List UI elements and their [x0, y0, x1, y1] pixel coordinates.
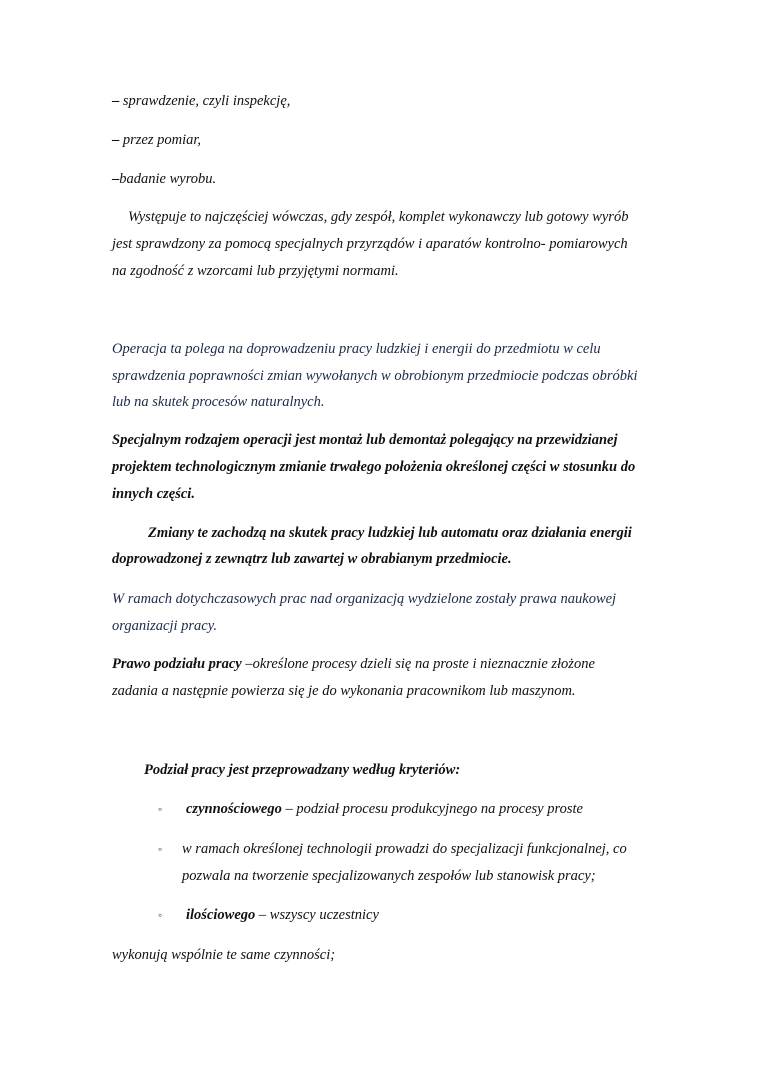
paragraph-line: organizacji pracy.: [112, 618, 217, 634]
bullet-icon: ◦: [158, 842, 163, 856]
list-text: sprawdzenie, czyli inspekcję,: [119, 93, 291, 109]
paragraph-line: sprawdzenia poprawności zmian wywołanych w obrobionym przedmiocie podczas obróbki: [112, 368, 638, 384]
paragraph-line: na zgodność z wzorcami lub przyjętymi normami.: [112, 263, 399, 279]
paragraph-line: jest sprawdzony za pomocą specjalnych przyrządów i aparatów kontrolno- pomiarowych: [112, 236, 628, 252]
paragraph-line: Specjalnym rodzajem operacji jest montaż lub demontaż polegający na przewidzianej: [112, 432, 618, 448]
paragraph-line: lub na skutek procesów naturalnych.: [112, 394, 325, 410]
section-heading: Podział pracy jest przeprowadzany według kryteriów:: [144, 762, 461, 778]
paragraph-line: wykonują wspólnie te same czynności;: [112, 947, 336, 963]
paragraph-line: [112, 655, 595, 673]
dash-marker: –: [112, 132, 120, 148]
paragraph-line: projektem technologicznym zmianie trwałego położenia określonej części w stosunku do: [112, 459, 636, 475]
list-text: przez pomiar,: [119, 132, 202, 148]
intro-list-item: [112, 170, 216, 188]
bullet-term: czynnościowego: [186, 801, 282, 817]
paragraph-line: Operacja ta polega na doprowadzeniu pracy ludzkiej i energii do przedmiotu w celu: [112, 341, 601, 357]
bullet-icon: ◦: [158, 802, 163, 816]
bullet-term: ilościowego: [186, 907, 256, 923]
bullet-item: [186, 906, 379, 924]
bullet-item: [186, 800, 583, 818]
bullet-text: – wszyscy uczestnicy: [255, 907, 379, 923]
term-bold: Prawo podziału pracy: [112, 656, 242, 672]
list-text: badanie wyrobu.: [119, 171, 217, 187]
paragraph-line: Występuje to najczęściej wówczas, gdy zespół, komplet wykonawczy lub gotowy wyrób: [128, 209, 629, 225]
paragraph-line: doprowadzonej z zewnątrz lub zawartej w obrabianym przedmiocie.: [112, 551, 512, 567]
paragraph-line: W ramach dotychczasowych prac nad organizacją wydzielone zostały prawa naukowej: [112, 591, 617, 607]
bullet-item-continuation: pozwala na tworzenie specjalizowanych zespołów lub stanowisk pracy;: [182, 868, 596, 884]
intro-list-item: [112, 131, 201, 149]
term-definition: –określone procesy dzieli się na proste i nieznacznie złożone: [241, 656, 595, 672]
paragraph-line: zadania a następnie powierza się je do wykonania pracownikom lub maszynom.: [112, 683, 576, 699]
paragraph-line: Zmiany te zachodzą na skutek pracy ludzkiej lub automatu oraz działania energii: [148, 525, 632, 541]
intro-list-item: [112, 92, 290, 110]
paragraph-line: innych części.: [112, 486, 195, 502]
bullet-text: – podział procesu produkcyjnego na procesy proste: [281, 801, 583, 817]
dash-marker: –: [112, 171, 120, 187]
bullet-item: w ramach określonej technologii prowadzi do specjalizacji funkcjonalnej, co: [182, 841, 627, 857]
dash-marker: –: [112, 93, 120, 109]
bullet-icon: ◦: [158, 908, 163, 922]
